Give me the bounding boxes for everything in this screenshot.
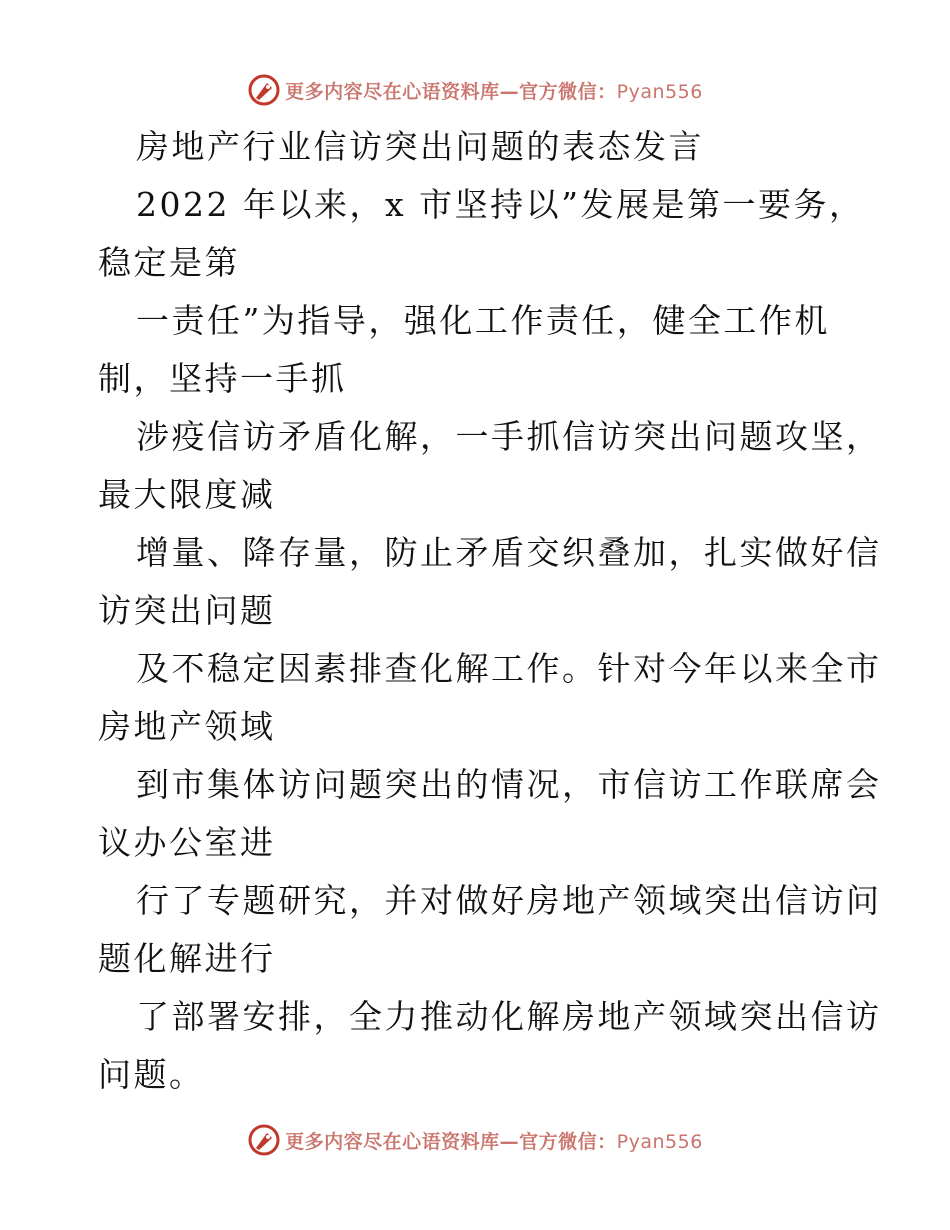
text-line: 了部署安排，全力推动化解房地产领域突出信访 (136, 997, 882, 1036)
footer-banner-text (285, 1127, 703, 1154)
text-line: 房地产领域 (98, 707, 276, 746)
text-line: 议办公室进 (98, 823, 276, 862)
text-line: 问题。 (98, 1055, 205, 1094)
pen-nib-logo-icon (247, 73, 281, 107)
text-line: 题化解进行 (98, 939, 276, 978)
text-line: 稳定是第 (98, 243, 240, 282)
text-line: 制，坚持一手抓 (98, 359, 347, 398)
text-line: 2022 年以来，x 市坚持以”发展是第一要务， (136, 185, 865, 224)
text-line: 到市集体访问题突出的情况，市信访工作联席会 (136, 765, 882, 804)
text-line: 及不稳定因素排查化解工作。针对今年以来全市 (136, 649, 882, 688)
document-body (98, 118, 882, 1104)
header-banner-label: 更多内容尽在心语资料库—官方微信： (285, 80, 617, 103)
text-line: 一责任”为指导，强化工作责任，健全工作机 (136, 301, 830, 340)
text-line: 行了专题研究，并对做好房地产领域突出信访问 (136, 881, 882, 920)
header-banner-handle: Pyan556 (616, 80, 703, 103)
text-line: 最大限度减 (98, 475, 276, 514)
document-title: 房地产行业信访突出问题的表态发言 (136, 127, 704, 166)
header-banner-text (285, 77, 703, 104)
footer-banner (0, 1120, 950, 1160)
text-line: 增量、降存量，防止矛盾交织叠加，扎实做好信 (136, 533, 882, 572)
pen-nib-logo-icon (247, 1123, 281, 1157)
header-banner (0, 70, 950, 110)
footer-banner-handle: Pyan556 (616, 1130, 703, 1153)
footer-banner-label: 更多内容尽在心语资料库—官方微信： (285, 1130, 617, 1153)
text-line: 访突出问题 (98, 591, 276, 630)
text-line: 涉疫信访矛盾化解，一手抓信访突出问题攻坚， (136, 417, 882, 456)
